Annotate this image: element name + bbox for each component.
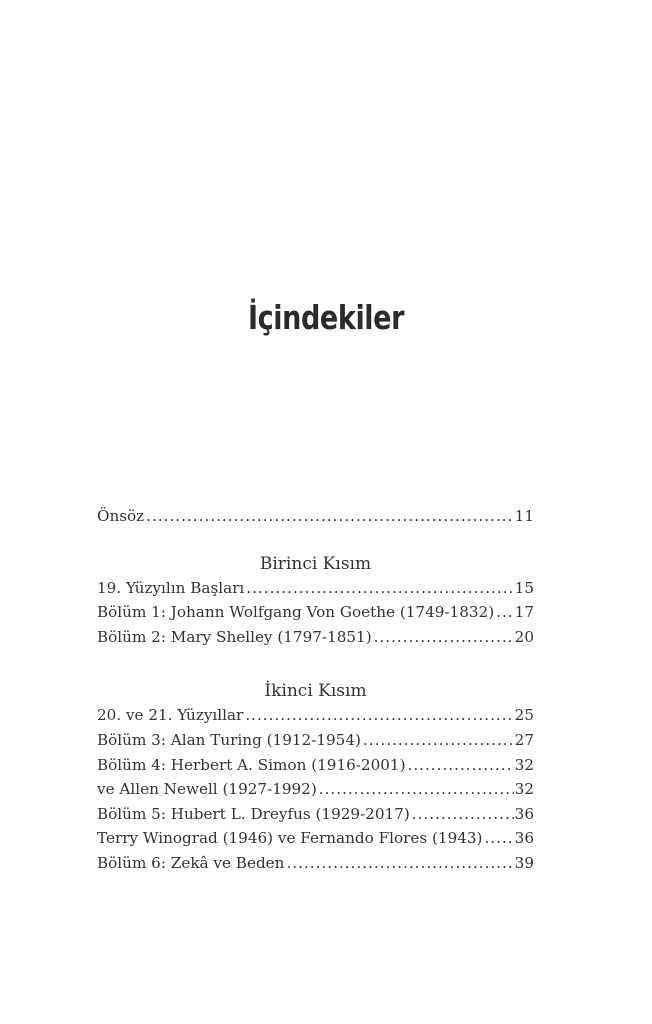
toc-entry[interactable] [97,826,534,851]
toc-entry-label: Terry Winograd (1946) ve Fernando Flores (1943) [97,829,483,848]
toc-entry-page: 36 [514,829,534,848]
toc-entry-label: Bölüm 2: Mary Shelley (1797-1851) [97,627,372,646]
toc-entry-label: 19. Yüzyılın Başları [97,578,245,597]
toc-entry-page: 36 [514,804,534,823]
toc-entry-label: 20. ve 21. Yüzyıllar [97,706,244,725]
toc-entry-page: 15 [514,578,534,597]
toc-entry[interactable] [97,777,534,802]
leader-dots [286,851,513,876]
leader-dots [363,728,514,753]
toc-entry-page: 17 [514,603,534,622]
page-title: İçindekiler [247,298,405,337]
leader-dots [319,777,514,802]
toc-entry[interactable] [97,753,534,778]
toc-entry-label: Bölüm 3: Alan Turing (1912-1954) [97,730,361,749]
leader-dots [484,826,513,851]
toc-entry[interactable] [97,600,534,625]
part-heading-2: İkinci Kısım [264,681,367,702]
leader-dots [245,703,513,728]
toc-entry-page: 32 [514,755,534,774]
toc-entry-page: 11 [514,507,534,525]
leader-dots [146,504,514,529]
toc-entry-preface[interactable] [97,504,534,529]
leader-dots [496,600,514,625]
toc-entry-label: Bölüm 1: Johann Wolfgang Von Goethe (1749-1832) [97,603,495,622]
leader-dots [412,802,514,827]
toc-entry[interactable] [97,576,534,601]
part-heading-1: Birinci Kısım [259,553,372,574]
toc-entry[interactable] [97,703,534,728]
toc-entry-page: 25 [514,706,534,725]
toc-entry[interactable] [97,728,534,753]
leader-dots [374,625,514,650]
toc-entry[interactable] [97,802,534,827]
leader-dots [246,576,513,601]
toc-entry-label: Bölüm 4: Herbert A. Simon (1916-2001) [97,755,406,774]
toc-entry-label: Bölüm 5: Hubert L. Dreyfus (1929-2017) [97,804,410,823]
toc-entry-page: 20 [514,627,534,646]
leader-dots [408,753,514,778]
toc-entry[interactable] [97,851,534,876]
toc-entry[interactable] [97,625,534,650]
toc-entry-page: 39 [514,853,534,872]
toc-entry-label: Bölüm 6: Zekâ ve Beden [97,853,285,872]
table-of-contents [97,504,534,876]
toc-entry-label: ve Allen Newell (1927-1992) [97,780,317,799]
toc-entry-label: Önsöz [97,507,145,525]
toc-entry-page: 27 [514,730,534,749]
toc-entry-page: 32 [514,780,534,799]
